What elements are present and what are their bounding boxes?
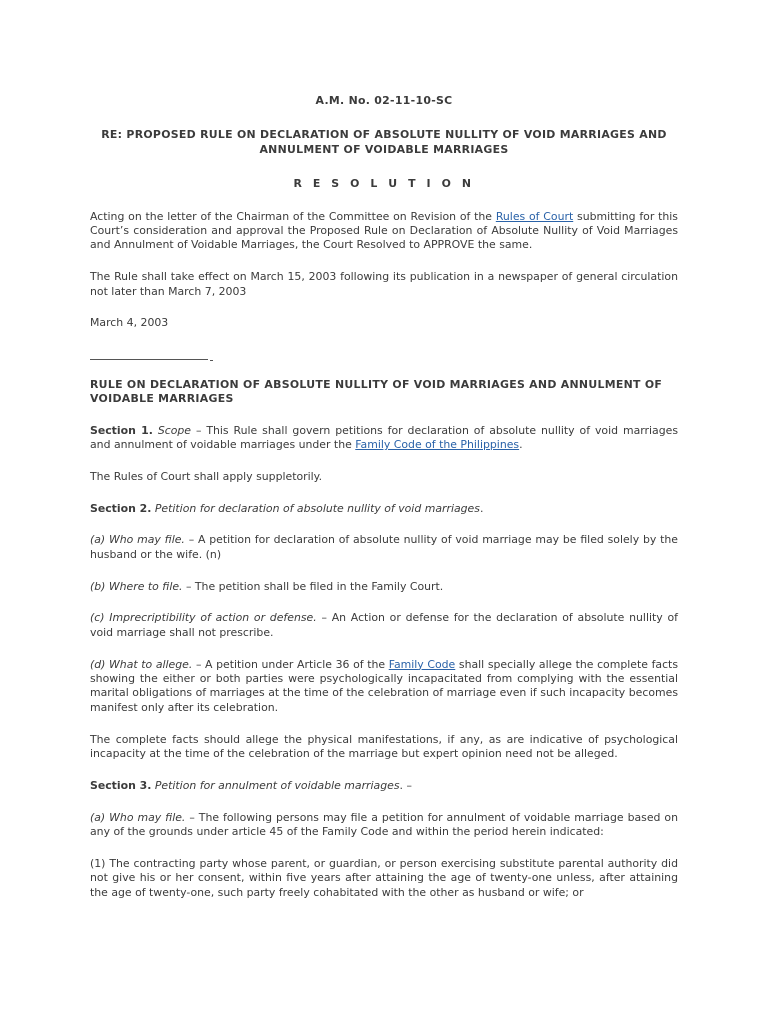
paragraph-text: – The following persons may file a petition for annulment of voidable marriage based on any of the grounds under article 45 of the Family Code and within the period herein indicated:	[90, 810, 678, 839]
paragraph-text: submitting for this Court’s consideration and approval the Proposed Rule on Declaration of Absolute Nullity of Void Marriages and Annulment of Voidable Marriages, the Court Resolved to APPROVE the same.	[90, 209, 678, 252]
section-1-paragraph-2: The Rules of Court shall apply suppletorily.	[90, 469, 323, 483]
clause-label: (d) What to allege.	[90, 657, 193, 671]
paragraph-text: – The petition shall be filed in the Family Court.	[182, 579, 444, 593]
resolution-date: March 4, 2003	[90, 316, 169, 330]
section-3-a	[90, 811, 678, 840]
section-3-a-1: (1) The contracting party whose parent, or guardian, or person exercising substitute parental authority did not give his or her consent, within five years after attaining the age of twenty-one unless, after attaining the age of twenty-one, such party freely cohabitated with the other as husband or wife; or	[90, 856, 678, 899]
family-code-philippines-link[interactable]: Family Code of the Philippines	[355, 438, 520, 452]
case-number: A.M. No. 02-11-10-SC	[315, 94, 453, 107]
resolution-heading: R E S O L U T I O N	[293, 177, 475, 191]
punctuation: .	[479, 501, 484, 515]
section-2-b	[90, 580, 678, 594]
rules-of-court-link[interactable]: Rules of Court	[495, 209, 574, 223]
section-2-d-paragraph-2: The complete facts should allege the physical manifestations, if any, as are indicative of psychological incapacity at the time of the celebration of the marriage but expert opinion need not be alleged.	[90, 732, 678, 761]
clause-label: (a) Who may file.	[90, 533, 185, 547]
paragraph-text: – This Rule shall govern petitions for declaration of absolute nullity of void marriages and annulment of voidable marriages under the	[90, 423, 679, 452]
section-2-title: Petition for declaration of absolute nullity of void marriages	[154, 501, 480, 515]
document-title: RE: PROPOSED RULE ON DECLARATION OF ABSOLUTE NULLITY OF VOID MARRIAGES AND ANNULMENT OF VOIDABLE MARRIAGES	[101, 128, 667, 156]
punctuation: . –	[399, 778, 412, 792]
separator-line	[90, 348, 210, 360]
paragraph-text: .	[519, 438, 523, 452]
section-1-heading: Section 1.	[90, 423, 153, 437]
clause-label: (b) Where to file.	[90, 579, 183, 593]
section-3-heading: Section 3.	[90, 778, 152, 792]
section-1	[90, 424, 678, 453]
clause-label: (a) Who may file.	[90, 810, 186, 824]
paragraph-text: – An Action or defense for the declaration of absolute nullity of void marriage shall not prescribe.	[90, 611, 678, 639]
section-2-d	[90, 658, 678, 716]
document-body	[90, 94, 678, 917]
section-2-a	[90, 533, 678, 562]
paragraph-text: Acting on the letter of the Chairman of the Committee on Revision of the	[90, 209, 496, 223]
clause-label: (c) Imprecriptibility of action or defense.	[90, 611, 317, 625]
section-3	[90, 779, 678, 793]
section-1-scope-label: Scope	[157, 423, 191, 437]
section-3-title: Petition for annulment of voidable marriages	[154, 778, 400, 792]
paragraph-text: – A petition for declaration of absolute nullity of void marriage may be filed solely by the husband or the wife. (n)	[90, 533, 679, 561]
paragraph-text: shall specially allege the complete facts showing the either or both parties were psychologically incapacitated from complying with the essential marital obligations of marriages at the time of the celebration of marriage even if such incapacity becomes manifest only after its celebration.	[90, 657, 679, 714]
rule-title: RULE ON DECLARATION OF ABSOLUTE NULLITY OF VOID MARRIAGES AND ANNULMENT OF VOIDABLE MARRIAGES	[90, 377, 663, 406]
section-2-c	[90, 611, 678, 640]
resolution-paragraph-1	[90, 210, 678, 253]
section-2	[90, 502, 678, 516]
paragraph-text: – A petition under Article 36 of the	[192, 657, 389, 671]
family-code-link[interactable]: Family Code	[388, 657, 456, 671]
resolution-paragraph-2: The Rule shall take effect on March 15, 2003 following its publication in a newspaper of general circulation not later than March 7, 2003	[90, 270, 678, 298]
section-2-heading: Section 2.	[90, 501, 152, 515]
